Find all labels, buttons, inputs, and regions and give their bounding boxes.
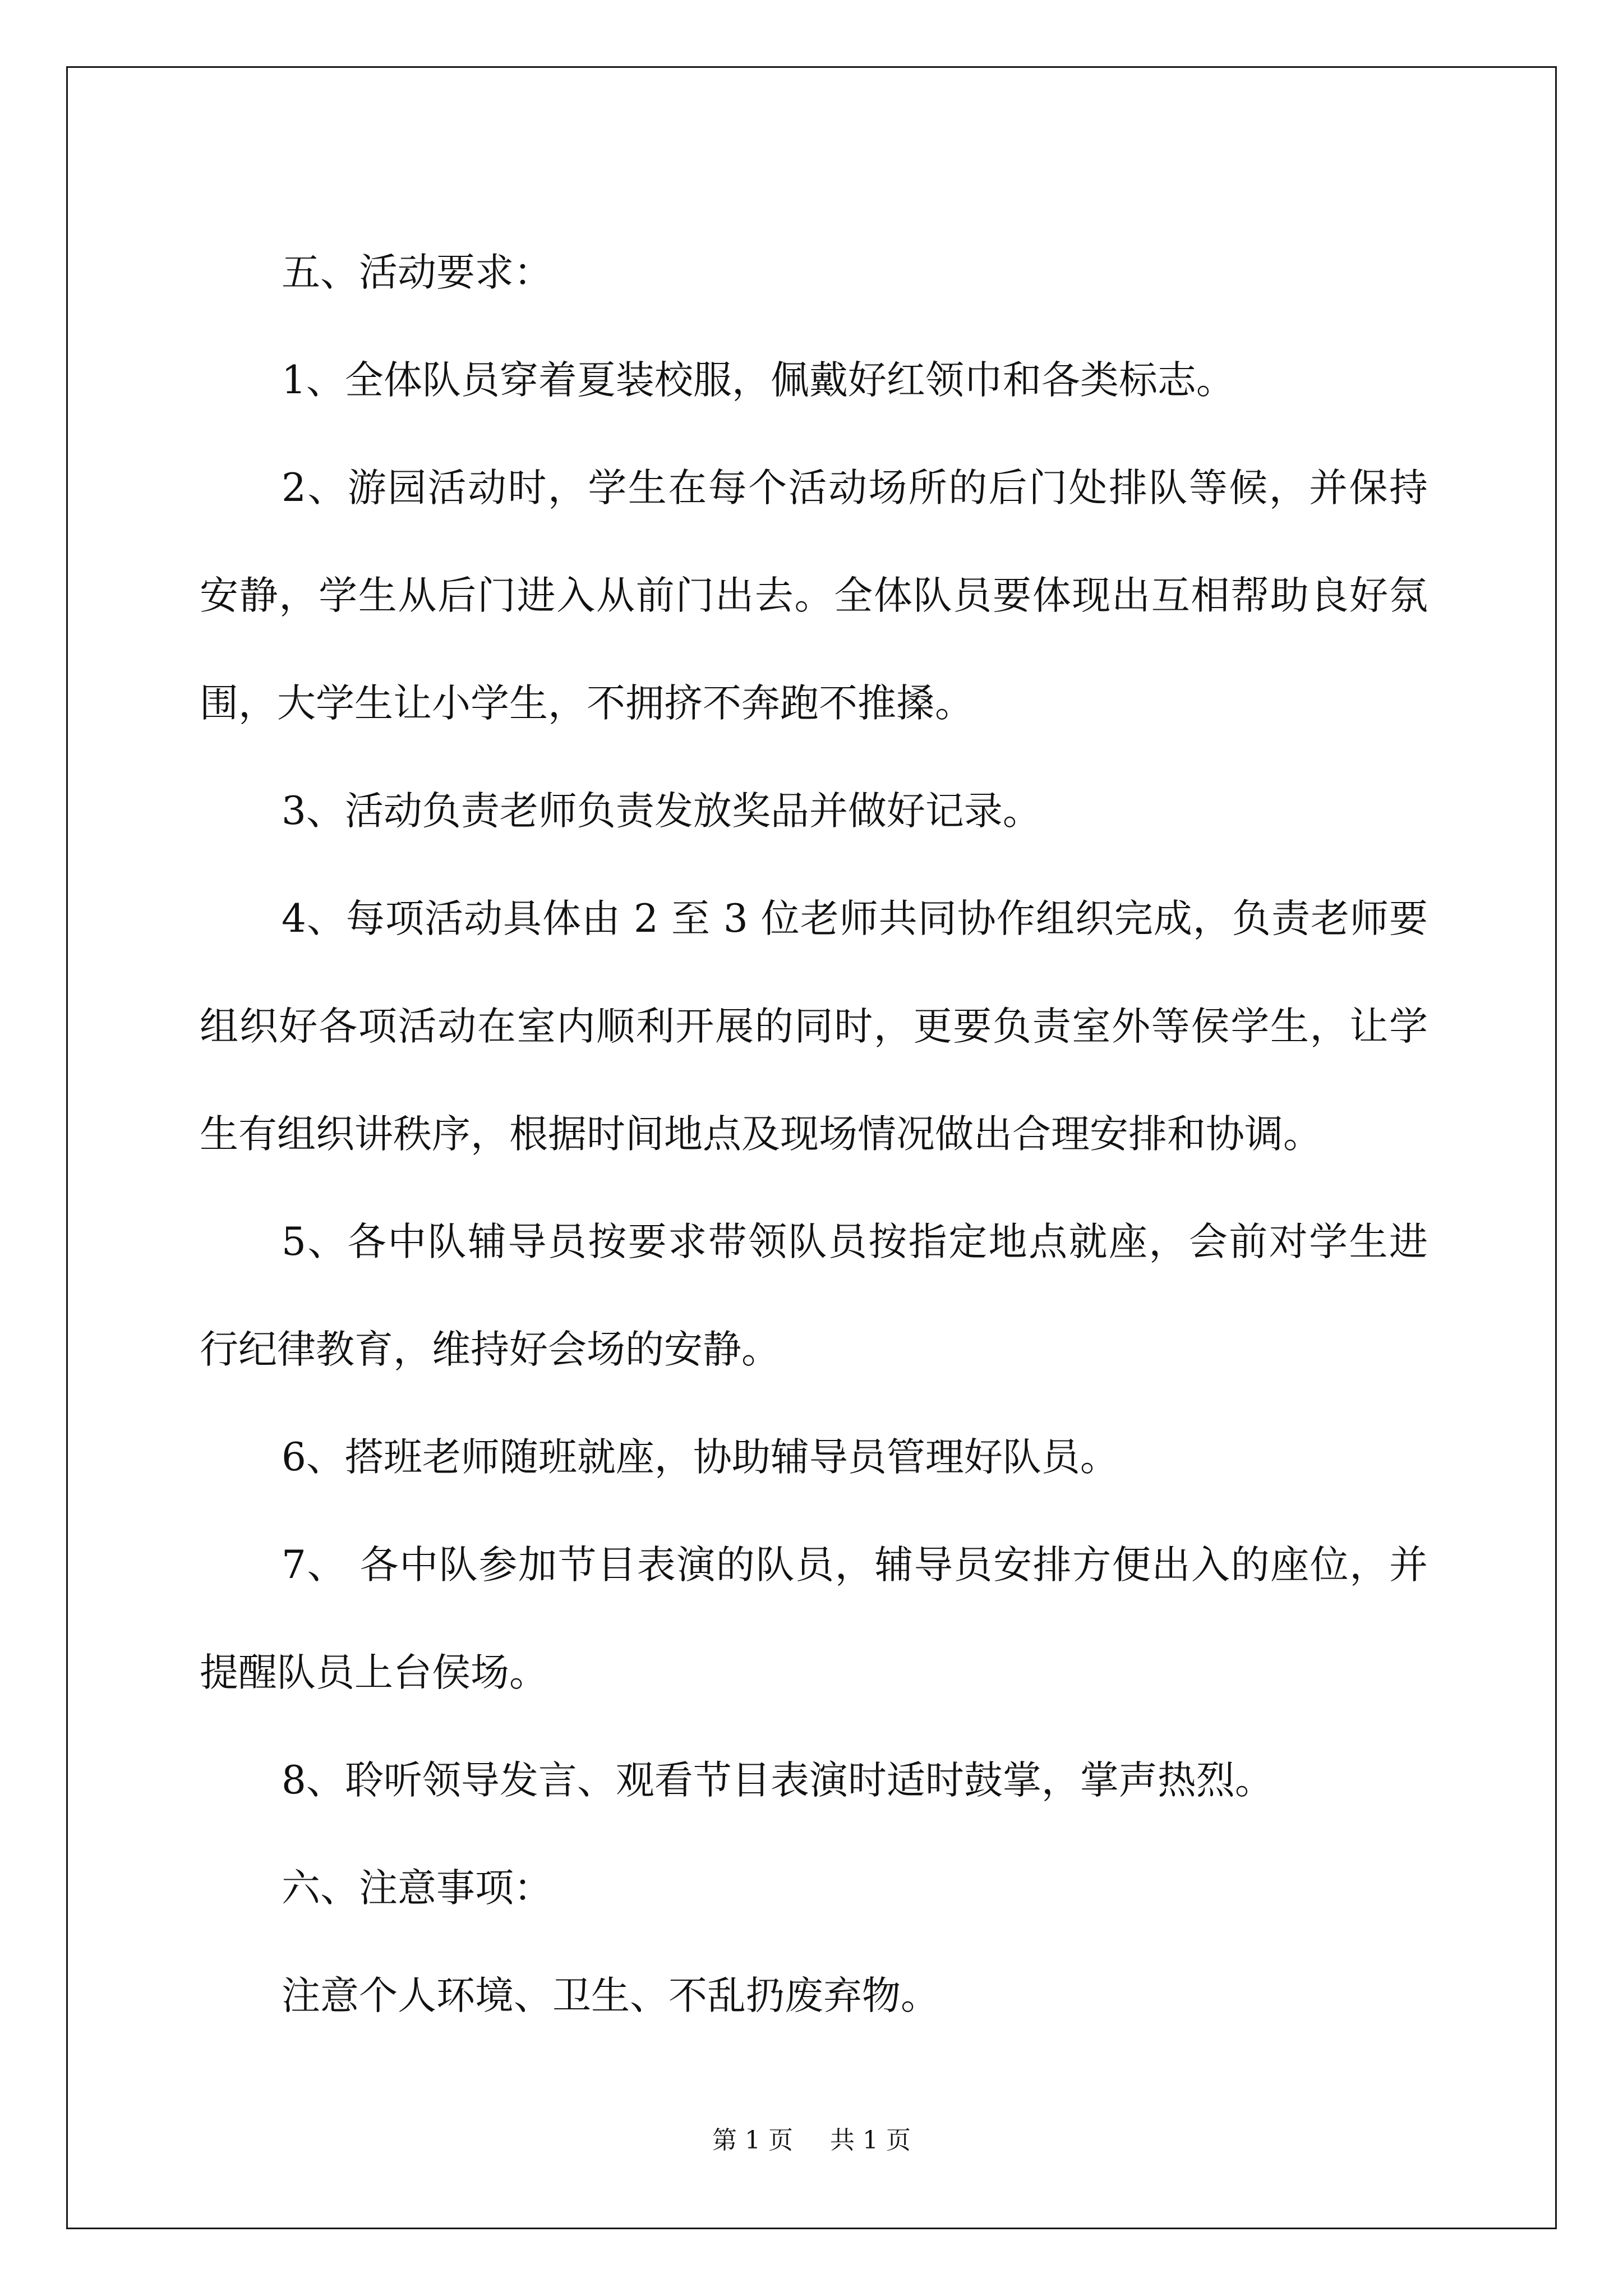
requirement-item-1: 1、全体队员穿着夏装校服，佩戴好红领巾和各类标志。 bbox=[282, 358, 1235, 403]
section-6-heading: 六、注意事项： bbox=[282, 1866, 552, 1911]
requirement-item-5: 5、各中队辅导员按要求带领队员按指定地点就座，会前对学生进行纪律教育，维持好会场的安静。 bbox=[200, 1220, 1428, 1372]
page-number-current: 第 1 页 bbox=[712, 2126, 793, 2155]
note-item-1: 注意个人环境、卫生、不乱扔废弃物。 bbox=[282, 1973, 939, 2018]
requirement-item-7: 7、 各中队参加节目表演的队员，辅导员安排方便出入的座位，并提醒队员上台侯场。 bbox=[200, 1543, 1428, 1695]
section-5-heading: 五、活动要求： bbox=[282, 250, 552, 295]
page-number-total: 共 1 页 bbox=[830, 2126, 911, 2155]
document-body bbox=[200, 219, 1428, 2050]
requirement-item-4: 4、每项活动具体由 2 至 3 位老师共同协作组织完成，负责老师要组织好各项活动在室内顺利开展的同时，更要负责室外等侯学生，让学生有组织讲秩序，根据时间地点及现场情况做出合理安排和协调。 bbox=[200, 896, 1428, 1157]
requirement-item-6: 6、搭班老师随班就座，协助辅导员管理好队员。 bbox=[282, 1435, 1119, 1480]
page-footer bbox=[0, 2120, 1623, 2156]
requirement-item-2: 2、游园活动时，学生在每个活动场所的后门处排队等候，并保持安静，学生从后门进入从前门出去。全体队员要体现出互相帮助良好氛围，大学生让小学生，不拥挤不奔跑不推搡。 bbox=[200, 466, 1428, 726]
requirement-item-8: 8、聆听领导发言、观看节目表演时适时鼓掌，掌声热烈。 bbox=[282, 1758, 1274, 1803]
requirement-item-3: 3、活动负责老师负责发放奖品并做好记录。 bbox=[282, 789, 1041, 834]
